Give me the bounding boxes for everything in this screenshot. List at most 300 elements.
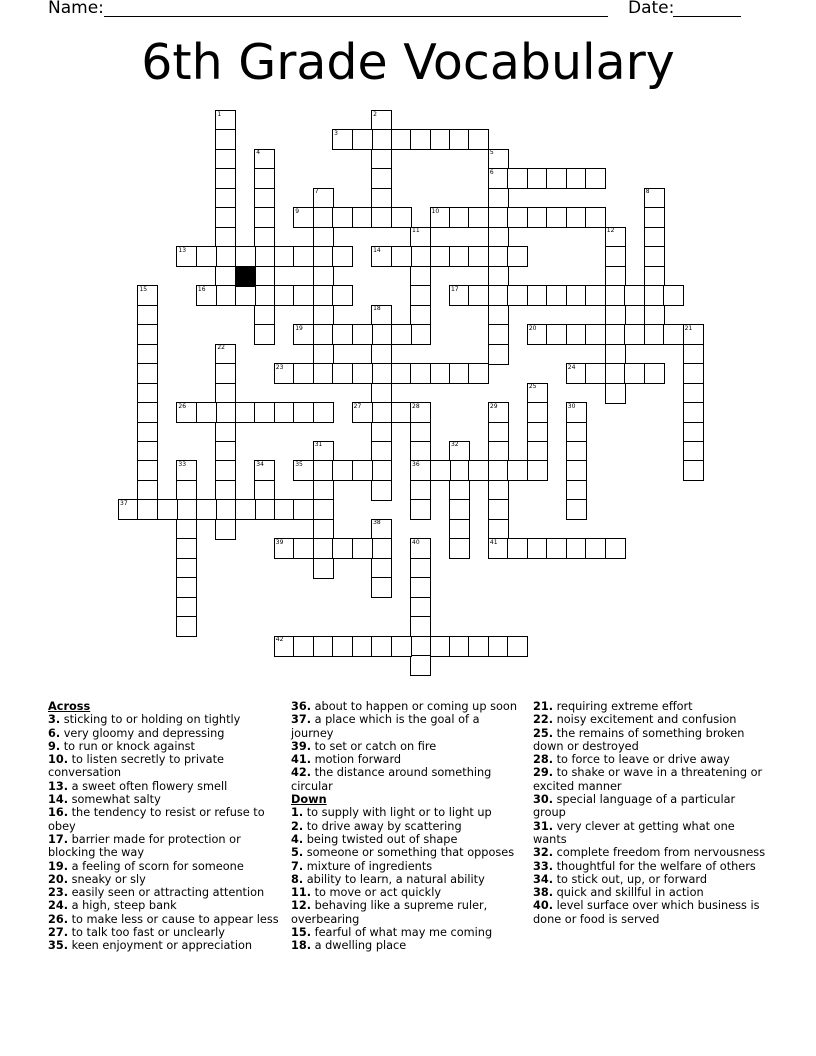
grid-cell[interactable]: [313, 538, 334, 559]
clue-down: 25. the remains of something broken down or destroyed: [533, 726, 745, 753]
grid-cell[interactable]: [644, 266, 665, 287]
grid-cell[interactable]: [507, 460, 528, 481]
grid-cell[interactable]: [352, 636, 373, 657]
grid-cell[interactable]: [663, 324, 684, 345]
grid-cell[interactable]: [449, 460, 470, 481]
grid-cell[interactable]: [430, 363, 451, 384]
grid-cell[interactable]: [488, 441, 509, 462]
grid-number: 15: [139, 285, 148, 293]
grid-cell[interactable]: [254, 266, 275, 287]
grid-cell[interactable]: [488, 207, 509, 228]
clue-down: 38. quick and skillful in action: [533, 886, 704, 900]
grid-cell[interactable]: [507, 636, 528, 657]
grid-cell[interactable]: [644, 305, 665, 326]
grid-cell[interactable]: [371, 577, 392, 598]
down-heading: Down: [291, 793, 327, 807]
grid-cell[interactable]: [488, 227, 509, 248]
grid-cell[interactable]: [507, 246, 528, 267]
grid-cell[interactable]: [605, 305, 626, 326]
grid-cell[interactable]: [332, 538, 353, 559]
clue-across: 6. very gloomy and depressing: [48, 726, 225, 740]
grid-cell[interactable]: [215, 227, 236, 248]
grid-cell[interactable]: [410, 266, 431, 287]
grid-cell[interactable]: [449, 519, 470, 540]
grid-cell[interactable]: [683, 402, 704, 423]
grid-cell[interactable]: [137, 344, 158, 365]
grid-cell[interactable]: [488, 285, 509, 306]
grid-cell[interactable]: [137, 402, 158, 423]
grid-cell[interactable]: [410, 597, 431, 618]
grid-cell[interactable]: [546, 285, 567, 306]
grid-cell[interactable]: [293, 636, 314, 657]
grid-cell[interactable]: [254, 324, 275, 345]
grid-cell[interactable]: [254, 207, 275, 228]
grid-number: 6: [489, 168, 494, 176]
clue-down: 4. being twisted out of shape: [291, 832, 458, 846]
grid-number: 39: [275, 538, 284, 546]
grid-cell[interactable]: [313, 266, 334, 287]
grid-cell[interactable]: [488, 460, 509, 481]
clue-across: 42. the distance around something circular: [291, 766, 492, 793]
across-heading: Across: [48, 700, 91, 713]
black-grid-cell: [235, 266, 256, 287]
grid-cell[interactable]: [507, 285, 528, 306]
grid-cell[interactable]: [176, 577, 197, 598]
grid-cell[interactable]: [371, 324, 392, 345]
clues-column-2: [291, 700, 523, 953]
grid-cell[interactable]: [605, 246, 626, 267]
grid-cell[interactable]: [313, 363, 334, 384]
grid-cell[interactable]: [215, 188, 236, 209]
grid-cell[interactable]: [585, 324, 606, 345]
grid-cell[interactable]: [215, 168, 236, 189]
grid-cell[interactable]: [371, 207, 392, 228]
grid-cell[interactable]: [683, 344, 704, 365]
grid-cell[interactable]: [410, 285, 431, 306]
grid-cell[interactable]: [137, 499, 158, 520]
grid-cell[interactable]: [176, 499, 197, 520]
grid-number: 8: [645, 188, 650, 196]
grid-cell[interactable]: [391, 129, 412, 150]
grid-cell[interactable]: [371, 129, 392, 150]
clue-down: 28. to force to leave or drive away: [533, 753, 730, 767]
clue-down: 1. to supply with light or to light up: [291, 806, 492, 820]
grid-cell[interactable]: [215, 383, 236, 404]
grid-cell[interactable]: [313, 344, 334, 365]
grid-cell[interactable]: [176, 597, 197, 618]
grid-number: 19: [295, 324, 303, 332]
grid-cell[interactable]: [313, 460, 334, 481]
grid-cell[interactable]: [605, 324, 626, 345]
grid-cell[interactable]: [605, 285, 626, 306]
grid-cell[interactable]: [371, 188, 392, 209]
grid-cell[interactable]: [352, 324, 373, 345]
grid-cell[interactable]: [683, 363, 704, 384]
across-clues-column-1: [48, 700, 280, 953]
grid-cell[interactable]: [527, 402, 548, 423]
grid-number: 22: [217, 344, 225, 352]
grid-cell[interactable]: [624, 363, 645, 384]
grid-cell[interactable]: [254, 499, 275, 520]
grid-cell[interactable]: [176, 480, 197, 501]
grid-cell[interactable]: [371, 168, 392, 189]
grid-cell[interactable]: [430, 636, 451, 657]
grid-cell[interactable]: [566, 168, 587, 189]
grid-cell[interactable]: [449, 636, 470, 657]
grid-cell[interactable]: [605, 266, 626, 287]
grid-cell[interactable]: [410, 499, 431, 520]
grid-cell[interactable]: [410, 324, 431, 345]
grid-cell[interactable]: [371, 383, 392, 404]
grid-cell[interactable]: [352, 538, 373, 559]
grid-cell[interactable]: [332, 207, 353, 228]
grid-number: 35: [295, 460, 303, 468]
grid-number: 33: [178, 460, 187, 468]
grid-cell[interactable]: [546, 168, 567, 189]
grid-cell[interactable]: [449, 480, 470, 501]
grid-cell[interactable]: [527, 285, 548, 306]
grid-cell[interactable]: [546, 324, 567, 345]
grid-cell[interactable]: [371, 363, 392, 384]
grid-number: 37: [120, 499, 128, 507]
grid-cell[interactable]: [352, 207, 373, 228]
grid-cell[interactable]: [215, 207, 236, 228]
grid-cell[interactable]: [371, 441, 392, 462]
grid-cell[interactable]: [468, 636, 489, 657]
grid-cell[interactable]: [371, 149, 392, 170]
grid-cell[interactable]: [332, 285, 353, 306]
grid-cell[interactable]: [254, 246, 275, 267]
grid-cell[interactable]: [391, 402, 412, 423]
grid-cell[interactable]: [527, 168, 548, 189]
grid-cell[interactable]: [215, 519, 236, 540]
grid-cell[interactable]: [215, 149, 236, 170]
grid-cell[interactable]: [254, 285, 275, 306]
grid-cell[interactable]: [313, 285, 334, 306]
grid-cell[interactable]: [410, 441, 431, 462]
grid-cell[interactable]: [137, 324, 158, 345]
grid-cell[interactable]: [488, 188, 509, 209]
grid-cell[interactable]: [527, 460, 548, 481]
grid-cell[interactable]: [215, 499, 236, 520]
grid-cell[interactable]: [215, 246, 236, 267]
clue-down: 34. to stick out, up, or forward: [533, 872, 707, 886]
grid-cell[interactable]: [196, 402, 217, 423]
grid-cell[interactable]: [624, 285, 645, 306]
grid-cell[interactable]: [410, 616, 431, 637]
grid-cell[interactable]: [254, 168, 275, 189]
grid-cell[interactable]: [468, 129, 489, 150]
grid-number: 2: [373, 110, 377, 118]
grid-cell[interactable]: [605, 383, 626, 404]
clue-across: 24. a high, steep bank: [48, 899, 177, 913]
clue-down: 5. someone or something that opposes: [291, 846, 515, 860]
clue-across: 16. the tendency to resist or refuse to obey: [48, 806, 265, 833]
grid-cell[interactable]: [449, 129, 470, 150]
grid-cell[interactable]: [410, 655, 431, 676]
grid-cell[interactable]: [371, 460, 392, 481]
grid-cell[interactable]: [507, 168, 528, 189]
grid-cell[interactable]: [196, 246, 217, 267]
grid-cell[interactable]: [468, 460, 489, 481]
grid-cell[interactable]: [157, 499, 178, 520]
grid-cell[interactable]: [313, 558, 334, 579]
grid-cell[interactable]: [410, 636, 431, 657]
grid-cell[interactable]: [644, 207, 665, 228]
date-label: Date:: [628, 0, 675, 18]
clue-down: 12. behaving like a supreme ruler, overbearing: [291, 899, 488, 926]
grid-cell[interactable]: [352, 363, 373, 384]
grid-cell[interactable]: [371, 344, 392, 365]
grid-cell[interactable]: [391, 324, 412, 345]
grid-cell[interactable]: [410, 558, 431, 579]
grid-cell[interactable]: [137, 383, 158, 404]
grid-cell[interactable]: [644, 363, 665, 384]
grid-cell[interactable]: [566, 324, 587, 345]
grid-cell[interactable]: [488, 324, 509, 345]
grid-cell[interactable]: [137, 441, 158, 462]
grid-cell[interactable]: [313, 305, 334, 326]
clue-across: 17. barrier made for protection or blocking the way: [48, 832, 241, 860]
grid-cell[interactable]: [624, 324, 645, 345]
clue-across: 41. motion forward: [291, 753, 402, 767]
grid-cell[interactable]: [274, 246, 295, 267]
grid-cell[interactable]: [293, 285, 314, 306]
grid-cell[interactable]: [137, 480, 158, 501]
grid-cell[interactable]: [468, 207, 489, 228]
grid-cell[interactable]: [391, 246, 412, 267]
grid-cell[interactable]: [527, 538, 548, 559]
grid-cell[interactable]: [137, 422, 158, 443]
grid-cell[interactable]: [371, 636, 392, 657]
grid-cell[interactable]: [410, 246, 431, 267]
grid-cell[interactable]: [391, 207, 412, 228]
grid-cell[interactable]: [488, 519, 509, 540]
grid-cell[interactable]: [605, 538, 626, 559]
grid-cell[interactable]: [371, 480, 392, 501]
clue-across: 13. a sweet often flowery smell: [48, 779, 228, 793]
grid-number: 24: [567, 363, 576, 371]
grid-cell[interactable]: [391, 363, 412, 384]
clue-down: 33. thoughtful for the welfare of others: [533, 859, 756, 873]
grid-cell[interactable]: [313, 324, 334, 345]
grid-cell[interactable]: [371, 538, 392, 559]
clue-across: 23. easily seen or attracting attention: [48, 886, 265, 900]
grid-number: 17: [450, 285, 459, 293]
grid-cell[interactable]: [196, 499, 217, 520]
grid-cell[interactable]: [507, 207, 528, 228]
grid-cell[interactable]: [313, 246, 334, 267]
grid-cell[interactable]: [488, 246, 509, 267]
grid-cell[interactable]: [410, 577, 431, 598]
grid-cell[interactable]: [566, 207, 587, 228]
grid-cell[interactable]: [566, 499, 587, 520]
grid-cell[interactable]: [215, 422, 236, 443]
grid-cell[interactable]: [585, 285, 606, 306]
grid-cell[interactable]: [683, 460, 704, 481]
grid-cell[interactable]: [274, 499, 295, 520]
grid-cell[interactable]: [313, 636, 334, 657]
grid-cell[interactable]: [391, 636, 412, 657]
grid-cell[interactable]: [527, 422, 548, 443]
grid-cell[interactable]: [644, 324, 665, 345]
grid-cell[interactable]: [585, 207, 606, 228]
grid-cell[interactable]: [332, 636, 353, 657]
grid-cell[interactable]: [488, 305, 509, 326]
grid-cell[interactable]: [644, 246, 665, 267]
grid-cell[interactable]: [488, 422, 509, 443]
grid-cell[interactable]: [313, 207, 334, 228]
grid-cell[interactable]: [527, 207, 548, 228]
page-title: 6th Grade Vocabulary: [141, 34, 675, 91]
grid-cell[interactable]: [352, 460, 373, 481]
grid-cell[interactable]: [605, 363, 626, 384]
grid-cell[interactable]: [235, 402, 256, 423]
grid-cell[interactable]: [313, 227, 334, 248]
grid-cell[interactable]: [254, 188, 275, 209]
grid-cell[interactable]: [488, 480, 509, 501]
grid-cell[interactable]: [585, 363, 606, 384]
grid-cell[interactable]: [449, 538, 470, 559]
grid-cell[interactable]: [449, 207, 470, 228]
name-label: Name:: [48, 0, 104, 18]
grid-cell[interactable]: [566, 460, 587, 481]
down-clues-column-3: [533, 700, 768, 926]
grid-cell[interactable]: [215, 402, 236, 423]
grid-cell[interactable]: [468, 285, 489, 306]
grid-cell[interactable]: [449, 363, 470, 384]
grid-cell[interactable]: [235, 499, 256, 520]
grid-cell[interactable]: [410, 129, 431, 150]
grid-cell[interactable]: [585, 168, 606, 189]
grid-cell[interactable]: [468, 363, 489, 384]
grid-cell[interactable]: [585, 538, 606, 559]
grid-cell[interactable]: [215, 285, 236, 306]
grid-cell[interactable]: [254, 402, 275, 423]
grid-cell[interactable]: [430, 460, 451, 481]
clue-across: 3. sticking to or holding on tightly: [48, 713, 241, 727]
grid-number: 18: [373, 305, 381, 313]
grid-cell[interactable]: [215, 480, 236, 501]
grid-cell[interactable]: [176, 519, 197, 540]
grid-cell[interactable]: [566, 285, 587, 306]
grid-cell[interactable]: [235, 285, 256, 306]
grid-cell[interactable]: [137, 460, 158, 481]
grid-cell[interactable]: [430, 129, 451, 150]
grid-cell[interactable]: [410, 480, 431, 501]
grid-cell[interactable]: [527, 441, 548, 462]
grid-cell[interactable]: [137, 363, 158, 384]
grid-cell[interactable]: [215, 266, 236, 287]
clue-across: 36. about to happen or coming up soon: [291, 700, 517, 713]
grid-cell[interactable]: [566, 441, 587, 462]
grid-cell[interactable]: [644, 285, 665, 306]
grid-cell[interactable]: [235, 246, 256, 267]
grid-cell[interactable]: [546, 538, 567, 559]
clue-down: 8. ability to learn, a natural ability: [291, 872, 485, 886]
grid-cell[interactable]: [215, 441, 236, 462]
grid-number: 30: [567, 402, 576, 410]
grid-cell[interactable]: [293, 499, 314, 520]
grid-cell[interactable]: [215, 129, 236, 150]
grid-cell[interactable]: [176, 558, 197, 579]
grid-cell[interactable]: [488, 636, 509, 657]
grid-cell[interactable]: [605, 344, 626, 365]
grid-cell[interactable]: [507, 538, 528, 559]
grid-cell[interactable]: [313, 499, 334, 520]
grid-cell[interactable]: [449, 499, 470, 520]
grid-cell[interactable]: [410, 363, 431, 384]
clue-down: 22. noisy excitement and confusion: [533, 713, 737, 727]
grid-cell[interactable]: [274, 285, 295, 306]
clue-down: 40. level surface over which business is done or food is served: [533, 899, 760, 926]
grid-cell[interactable]: [488, 266, 509, 287]
clue-across: 35. keen enjoyment or appreciation: [48, 939, 253, 953]
grid-cell[interactable]: [274, 402, 295, 423]
grid-cell[interactable]: [449, 246, 470, 267]
grid-cell[interactable]: [566, 538, 587, 559]
grid-number: 20: [528, 324, 537, 332]
clue-across: 26. to make less or cause to appear less: [48, 912, 279, 926]
grid-cell[interactable]: [371, 558, 392, 579]
grid-number: 41: [489, 538, 498, 546]
grid-cell[interactable]: [293, 538, 314, 559]
grid-cell[interactable]: [546, 207, 567, 228]
grid-cell[interactable]: [293, 402, 314, 423]
grid-cell[interactable]: [644, 227, 665, 248]
clue-down: 29. to shake or wave in a threatening or excited manner: [533, 766, 763, 793]
grid-cell[interactable]: [410, 305, 431, 326]
grid-cell[interactable]: [313, 519, 334, 540]
grid-cell[interactable]: [468, 246, 489, 267]
grid-cell[interactable]: [488, 344, 509, 365]
grid-number: 31: [314, 441, 323, 449]
grid-cell[interactable]: [371, 402, 392, 423]
grid-cell[interactable]: [293, 363, 314, 384]
grid-number: 5: [489, 149, 494, 157]
grid-cell[interactable]: [488, 499, 509, 520]
grid-cell[interactable]: [566, 422, 587, 443]
grid-cell[interactable]: [332, 324, 353, 345]
grid-cell[interactable]: [332, 363, 353, 384]
grid-cell[interactable]: [176, 616, 197, 637]
grid-cell[interactable]: [254, 227, 275, 248]
grid-cell[interactable]: [254, 305, 275, 326]
clue-across: 20. sneaky or sly: [48, 872, 146, 886]
grid-cell[interactable]: [332, 460, 353, 481]
grid-cell[interactable]: [332, 246, 353, 267]
grid-number: 26: [178, 402, 187, 410]
grid-cell[interactable]: [430, 246, 451, 267]
grid-cell[interactable]: [683, 441, 704, 462]
grid-cell[interactable]: [663, 285, 684, 306]
grid-number: 7: [314, 188, 319, 196]
grid-cell[interactable]: [313, 402, 334, 423]
grid-cell[interactable]: [254, 480, 275, 501]
grid-cell[interactable]: [293, 246, 314, 267]
grid-cell[interactable]: [313, 480, 334, 501]
grid-cell[interactable]: [176, 538, 197, 559]
grid-cell[interactable]: [683, 383, 704, 404]
grid-cell[interactable]: [566, 480, 587, 501]
grid-cell[interactable]: [410, 422, 431, 443]
grid-cell[interactable]: [215, 460, 236, 481]
grid-cell[interactable]: [137, 305, 158, 326]
grid-cell[interactable]: [371, 422, 392, 443]
grid-cell[interactable]: [352, 129, 373, 150]
grid-cell[interactable]: [683, 422, 704, 443]
grid-cell[interactable]: [215, 363, 236, 384]
